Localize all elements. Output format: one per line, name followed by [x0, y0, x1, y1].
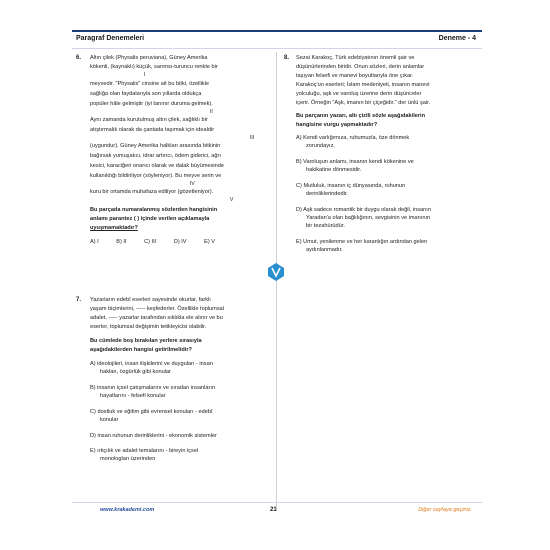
header-test-number: Deneme - 4	[438, 35, 476, 42]
text-line: içerir. Örneğin "Aşk, imanın bir çiçeğidir." der ünlü şair.	[296, 100, 431, 106]
question-number: 8.	[284, 55, 290, 61]
next-page-note: Diğer sayfaya geçiniz.	[418, 507, 472, 513]
question-prompt: hangisine vurgu yapmaktadır?	[296, 122, 378, 128]
option-text: E) Umut, yenilenme ve her karanlığın ardından gelen	[296, 239, 428, 245]
answer-options	[90, 238, 231, 247]
option-d[interactable]	[90, 432, 217, 440]
question-prompt: aşağıdakilerden hangisi getirilmelidir?	[90, 347, 192, 353]
text-line: kuru bir ortamda muhafaza ediliyor (gözetleniyor).	[90, 189, 214, 195]
option-text: zorundayız.	[306, 143, 335, 149]
text-line: (uygundur). Güney Amerika halkları arasında bitkinin	[90, 143, 221, 149]
option-text: A) ideolojileri, insan ilişkilerini ve duyguları - insan	[90, 361, 213, 367]
option-text: haklan, özgürlük gibi konular	[100, 369, 171, 375]
option-a[interactable]: A) I	[90, 239, 99, 245]
text-line: Karakoç'un eserleri; İslam medeniyeti, insanın manevi	[296, 82, 430, 88]
option-b[interactable]	[296, 158, 414, 174]
option-text: hakikatine dönmesidir.	[306, 167, 362, 173]
option-e[interactable]	[296, 238, 427, 254]
option-text: B) insanın içsel çatışmalarını ve sıradan insanların	[90, 385, 215, 391]
option-text: C) Mutluluk, insanın iç dünyasında, ruhunun	[296, 183, 406, 189]
option-text: A) Kendi varlığımıza, ruhumuzla, öze dönmek	[296, 135, 410, 141]
text-line: Altın çilek (Physalis peruviana), Güney Amerika	[90, 55, 208, 61]
option-c[interactable]: C) III	[144, 239, 157, 245]
option-e[interactable]	[90, 447, 198, 463]
option-a[interactable]	[90, 360, 213, 376]
option-d[interactable]: D) IV	[173, 239, 187, 245]
roman-numeral-mark: I	[144, 72, 146, 78]
option-c[interactable]	[296, 182, 405, 198]
text-line: yaşam biçimlerini, ----- keşfederler. Özellikle toplumsal	[90, 306, 224, 312]
question-prompt: Bu parçada numaralanmış sözlerden hangisinin	[90, 207, 218, 213]
option-text: E) ırkçılık ve adalet temalarını - bireyin içsel	[90, 448, 199, 454]
option-text: konular	[100, 417, 119, 423]
option-e[interactable]: E) V	[204, 239, 215, 245]
question-prompt: anlamı parantez ( ) içinde verilen açıklamayla	[90, 216, 210, 222]
option-b[interactable]: B) II	[116, 239, 127, 245]
option-text: hayatlarını - felsefi konular	[100, 393, 166, 399]
text-line: kesici, karaciğeri onarıcı olarak ve dalak büyümesinde	[90, 163, 225, 169]
question-number: 7.	[76, 297, 82, 303]
option-c[interactable]	[90, 408, 213, 424]
question-prompt: Bu cümlede boş bırakılan yerlere sırasıyla	[90, 338, 202, 344]
footer-website-link[interactable]: www.krakademi.com	[100, 507, 155, 513]
option-text: Yaradan'a olan bağlılığının, sevgisinin ve imanının	[306, 215, 431, 221]
option-text: derinliklerindedir.	[306, 191, 348, 197]
text-line: eserler, toplumsal değişimin tetikleyicisi olabilir.	[90, 324, 207, 330]
text-line: Yazarların edebî eserleri sayesinde okurlar, farklı	[90, 297, 211, 303]
text-line: sağlığa olan faydalarıyla son yıllarda oldukça	[90, 91, 202, 97]
roman-numeral-mark: IV	[190, 181, 195, 187]
header-title: Paragraf Denemeleri	[76, 35, 145, 42]
page	[72, 30, 482, 520]
option-text: B) Varoluşun anlamı, insanın kendi kökenine ve	[296, 159, 414, 165]
question-prompt: uyuşmamaktadır?	[90, 225, 138, 231]
option-text: D) insan ruhunun derinliklerini - ekonomik sistemler	[90, 433, 217, 439]
page-footer	[72, 502, 482, 517]
text-line: Sezai Karakoç, Türk edebiyatının önemli şair ve	[296, 55, 415, 61]
option-d[interactable]	[296, 206, 431, 230]
roman-numeral-mark: V	[230, 197, 234, 203]
option-text: D) Aşk sadece romantik bir duygu olarak değil, insanın	[296, 207, 431, 213]
text-line: taşıyan felsefi ve manevi boyutlarıyla öne çıkar.	[296, 73, 414, 79]
text-line: kullanıldığı bildiriliyor (söyleniyor). Bu meyve serin ve	[90, 173, 222, 179]
roman-numeral-mark: II	[210, 109, 213, 115]
text-line: meyvedir. "Physalis" cinsine ait bu bitki, özellikle	[90, 81, 210, 87]
text-line: adalet, ----- yazarlar tarafından sıklıkla ele alınır ve bu	[90, 315, 223, 321]
text-line: yolculuğu, aşk ve varoluş üzerine derin düşünceler	[296, 91, 422, 97]
option-text: C) dostluk ve eğitim gibi evrensel konuları - edebî	[90, 409, 213, 415]
option-text: aydınlanmadır.	[306, 247, 343, 253]
publisher-logo-icon	[266, 262, 286, 282]
text-line: Aynı zamanda kurutulmuş altın çilek, sağlıklı bir	[90, 117, 208, 123]
option-a[interactable]	[296, 134, 409, 150]
option-text: bir tezahürüdür.	[306, 223, 345, 229]
text-line: kökenli, (kaynaklı) küçük, sarımsı-turuncu renkte bir	[90, 64, 218, 70]
question-number: 6.	[76, 55, 82, 61]
roman-numeral-mark: III	[250, 135, 255, 141]
option-text: monologları üzerinden	[100, 456, 156, 462]
text-line: bağırsak yumuşatıcı, idrar artırıcı, ödem giderici, ağrı	[90, 153, 221, 159]
option-b[interactable]	[90, 384, 215, 400]
text-line: popüler hâle gelmiştir (iyi tanınır duruma gelmek).	[90, 101, 213, 107]
page-header	[72, 30, 482, 49]
text-line: atıştırmalık olarak da çantada taşımak için idealdir	[90, 127, 215, 133]
text-line: düşünürlerinden biridir. Onun sözleri, derin anlamlar	[296, 64, 425, 70]
question-prompt: Bu parçanın yazarı, altı çizili sözle aşağıdakilerin	[296, 113, 426, 119]
page-number: 21	[270, 507, 277, 513]
